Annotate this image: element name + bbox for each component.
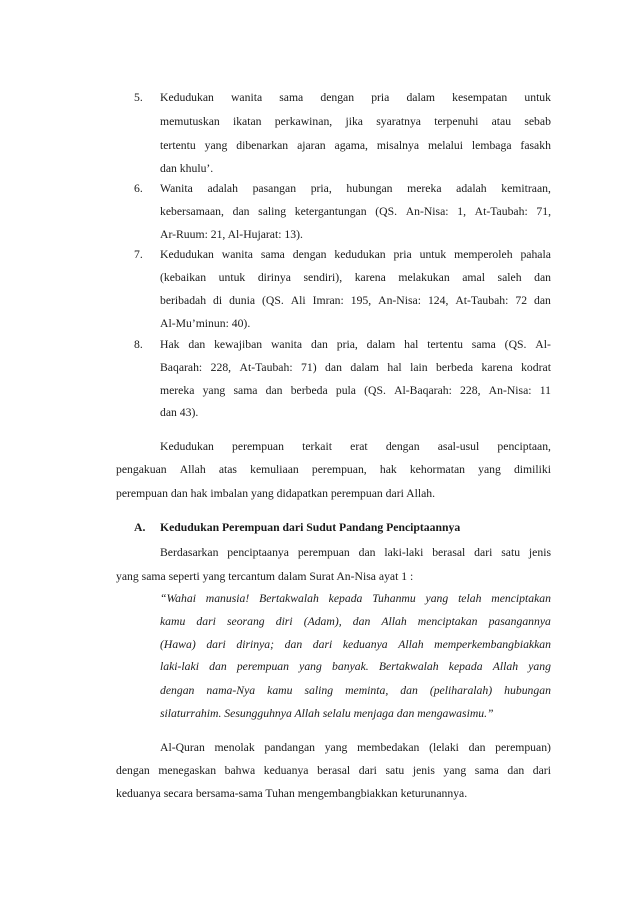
text-line bbox=[160, 294, 551, 308]
word: dalam bbox=[366, 338, 396, 351]
word: dan bbox=[534, 294, 551, 307]
text-line bbox=[160, 384, 551, 398]
word: syaratnya bbox=[376, 115, 421, 128]
word: keduanya bbox=[263, 764, 309, 777]
word: asal-usul bbox=[437, 440, 480, 453]
word: memperkembangbiakkan bbox=[434, 638, 551, 651]
word: kamu bbox=[160, 615, 186, 628]
word: misalnya bbox=[376, 139, 420, 152]
word: Allah bbox=[179, 463, 206, 476]
word: jenis bbox=[412, 764, 435, 777]
word: sama bbox=[260, 248, 285, 261]
word: pahala bbox=[520, 248, 551, 261]
quote-line bbox=[160, 660, 551, 674]
word: dari bbox=[206, 638, 226, 651]
word: dan bbox=[400, 684, 418, 697]
list-number: 6. bbox=[134, 182, 143, 195]
word: Imran: bbox=[312, 294, 344, 307]
word: perempuan bbox=[236, 660, 289, 673]
word: melakukan bbox=[398, 271, 450, 284]
word: sebab bbox=[524, 115, 551, 128]
word: satu bbox=[501, 546, 521, 559]
text-line bbox=[160, 205, 551, 219]
word: pengakuan bbox=[116, 463, 167, 476]
word: pria bbox=[393, 248, 412, 261]
word: hak bbox=[379, 463, 397, 476]
word: At-Taubah: bbox=[239, 361, 293, 374]
word: di bbox=[213, 294, 223, 307]
word: dan bbox=[209, 660, 227, 673]
word: dibenarkan bbox=[236, 139, 289, 152]
paragraph-line: perempuan dan hak imbalan yang didapatkan perempuan dari Allah. bbox=[116, 487, 436, 500]
word: yang bbox=[425, 592, 449, 605]
word: amal bbox=[462, 271, 485, 284]
word: dengan bbox=[160, 684, 195, 697]
word: saleh bbox=[497, 271, 522, 284]
word: Allah bbox=[398, 638, 424, 651]
text-line bbox=[160, 271, 551, 285]
word: telah bbox=[458, 592, 482, 605]
word: yang bbox=[204, 139, 228, 152]
word: ikatan bbox=[232, 115, 262, 128]
word: untuk bbox=[524, 91, 551, 104]
word: yang bbox=[202, 384, 226, 397]
word: dan bbox=[325, 361, 342, 374]
word: pria, bbox=[336, 338, 358, 351]
text-line bbox=[160, 115, 551, 129]
word: penciptaan, bbox=[497, 440, 551, 453]
text-line bbox=[160, 139, 551, 153]
word: pria bbox=[371, 91, 390, 104]
word: jenis bbox=[528, 546, 551, 559]
word: dengan bbox=[116, 764, 150, 777]
word: laki-laki bbox=[384, 546, 424, 559]
word: kesempatan bbox=[452, 91, 508, 104]
word: perempuan bbox=[297, 546, 350, 559]
word: Allah bbox=[381, 615, 407, 628]
word: dan bbox=[358, 546, 376, 559]
word: perkawinan, bbox=[274, 115, 333, 128]
word: menolak bbox=[214, 741, 255, 754]
paragraph-line bbox=[116, 463, 551, 477]
word: dari bbox=[196, 615, 216, 628]
text-line: Ar-Ruum: 21, Al-Hujarat: 13). bbox=[160, 228, 303, 241]
paragraph-line bbox=[160, 546, 551, 560]
word: karena bbox=[354, 271, 386, 284]
word: satu bbox=[385, 764, 405, 777]
word: dimiliki bbox=[513, 463, 551, 476]
word: dan bbox=[534, 271, 551, 284]
word: berbeda bbox=[290, 384, 328, 397]
word: Bertakwalah bbox=[259, 592, 319, 605]
word: Baqarah: bbox=[160, 361, 203, 374]
quote-line bbox=[160, 592, 551, 606]
word: (QS. bbox=[262, 294, 284, 307]
word: Al- bbox=[535, 338, 551, 351]
paragraph-line bbox=[160, 741, 551, 755]
word: perempuan, bbox=[311, 463, 367, 476]
word: kamu bbox=[267, 684, 293, 697]
text-line bbox=[160, 361, 551, 375]
word: (QS. bbox=[364, 384, 386, 397]
word: karena bbox=[481, 361, 513, 374]
word: 195, bbox=[350, 294, 372, 307]
word: yang bbox=[299, 660, 322, 673]
word: beribadah bbox=[160, 294, 207, 307]
word: Kedudukan bbox=[160, 440, 214, 453]
paragraph-line: keduanya secara bersama-sama Tuhan mengembangbiakkan keturunannya. bbox=[116, 787, 468, 800]
word: terpenuhi bbox=[434, 115, 479, 128]
list-number: 7. bbox=[134, 248, 143, 261]
word: sama bbox=[474, 764, 499, 777]
text-line bbox=[160, 182, 551, 196]
word: Berdasarkan bbox=[160, 546, 219, 559]
word: penciptaanya bbox=[227, 546, 289, 559]
word: sama bbox=[279, 91, 304, 104]
word: dengan bbox=[385, 440, 420, 453]
word: sama bbox=[471, 338, 496, 351]
word: wanita bbox=[230, 91, 263, 104]
word: perempuan) bbox=[495, 741, 551, 754]
word: kodrat bbox=[521, 361, 551, 374]
word: (lelaki bbox=[429, 741, 459, 754]
word: kebersamaan, bbox=[160, 205, 224, 218]
word: 228, bbox=[460, 384, 481, 397]
word: keduanya bbox=[342, 638, 388, 651]
word: dan bbox=[310, 338, 328, 351]
word: dalam bbox=[406, 91, 436, 104]
word: kehormatan bbox=[409, 463, 465, 476]
word: 71, bbox=[536, 205, 551, 218]
word: dari bbox=[532, 764, 551, 777]
word: saling bbox=[258, 205, 287, 218]
word: menciptakan bbox=[491, 592, 551, 605]
word: (QS. bbox=[504, 338, 527, 351]
word: dan bbox=[284, 638, 303, 651]
word: Hak bbox=[160, 338, 180, 351]
word: berasal bbox=[317, 764, 351, 777]
word: 228, bbox=[210, 361, 232, 374]
word: dan bbox=[188, 338, 206, 351]
word: berasal bbox=[432, 546, 466, 559]
text-line: dan 43). bbox=[160, 406, 199, 419]
word: berbeda bbox=[436, 361, 474, 374]
word: Allah bbox=[492, 660, 519, 673]
quote-line bbox=[160, 684, 551, 698]
word: saling bbox=[304, 684, 334, 697]
word: dan bbox=[507, 764, 525, 777]
word: (kebaikan bbox=[160, 271, 207, 284]
word: hubungan bbox=[504, 684, 551, 697]
word: mereka bbox=[160, 384, 195, 397]
word: kepada bbox=[448, 660, 483, 673]
word: An-Nisa: bbox=[405, 205, 449, 218]
word: ketergantungan bbox=[294, 205, 367, 218]
word: diri bbox=[275, 615, 293, 628]
word: pandangan bbox=[264, 741, 316, 754]
word: ajaran bbox=[297, 139, 326, 152]
word: pria, bbox=[310, 182, 332, 195]
word: hubungan bbox=[346, 182, 393, 195]
word: lain bbox=[410, 361, 428, 374]
word: untuk bbox=[218, 271, 246, 284]
word: 1, bbox=[457, 205, 466, 218]
word: seorang bbox=[226, 615, 265, 628]
word: wanita bbox=[270, 338, 303, 351]
word: dari bbox=[312, 638, 333, 651]
word: adalah bbox=[456, 182, 487, 195]
word: dunia bbox=[229, 294, 256, 307]
word: perempuan bbox=[232, 440, 284, 453]
word: (QS. bbox=[375, 205, 398, 218]
word: manusia! bbox=[205, 592, 250, 605]
word: adalah bbox=[207, 182, 238, 195]
word: dalam bbox=[350, 361, 379, 374]
word: yang bbox=[443, 764, 467, 777]
word: dan bbox=[265, 384, 283, 397]
word: dengan bbox=[292, 248, 327, 261]
word: kewajiban bbox=[214, 338, 263, 351]
word: sama bbox=[233, 384, 258, 397]
text-line: dan khulu’. bbox=[160, 162, 214, 175]
word: dan bbox=[232, 205, 250, 218]
word: 124, bbox=[427, 294, 449, 307]
paragraph-line: yang sama seperti yang tercantum dalam Surat An-Nisa ayat 1 : bbox=[116, 570, 414, 583]
word: tertentu bbox=[427, 338, 463, 351]
word: yang bbox=[478, 463, 501, 476]
quote-line: silaturrahim. Sesungguhnya Allah selalu menjaga dan mengawasimu.” bbox=[160, 707, 494, 720]
word: yang bbox=[528, 660, 551, 673]
word: At-Taubah: bbox=[474, 205, 528, 218]
word: kedudukan bbox=[334, 248, 386, 261]
quote-line bbox=[160, 638, 551, 652]
word: menciptakan bbox=[417, 615, 478, 628]
word: dirinya bbox=[257, 271, 291, 284]
word: (peliharalah) bbox=[429, 684, 493, 697]
word: pasangannya bbox=[488, 615, 551, 628]
section-heading: Kedudukan Perempuan dari Sudut Pandang Penciptaannya bbox=[160, 521, 461, 534]
word: An-Nisa: bbox=[488, 384, 532, 397]
word: Ali bbox=[290, 294, 306, 307]
word: sendiri), bbox=[303, 271, 343, 284]
list-number: 5. bbox=[134, 91, 143, 104]
word: hal bbox=[404, 338, 419, 351]
list-number: 8. bbox=[134, 338, 143, 351]
word: wanita bbox=[221, 248, 253, 261]
text-line: Al-Mu’minun: 40). bbox=[160, 317, 251, 330]
word: kemuliaan bbox=[250, 463, 299, 476]
word: An-Nisa: bbox=[378, 294, 421, 307]
paragraph-line bbox=[160, 440, 551, 454]
section-letter: A. bbox=[134, 521, 146, 534]
word: jika bbox=[345, 115, 363, 128]
text-line bbox=[160, 338, 551, 352]
word: Al-Baqarah: bbox=[394, 384, 452, 397]
word: At-Taubah: bbox=[455, 294, 509, 307]
word: hal bbox=[387, 361, 402, 374]
word: membedakan bbox=[357, 741, 420, 754]
word: untuk bbox=[419, 248, 447, 261]
word: dan bbox=[468, 741, 486, 754]
word: kepada bbox=[328, 592, 363, 605]
word: 71) bbox=[301, 361, 317, 374]
word: bahwa bbox=[224, 764, 256, 777]
word: dan bbox=[352, 615, 371, 628]
word: fasakh bbox=[520, 139, 551, 152]
word: pula bbox=[335, 384, 356, 397]
word: “Wahai bbox=[160, 592, 196, 605]
word: lembaga bbox=[471, 139, 512, 152]
word: kemitraan, bbox=[501, 182, 551, 195]
word: terkait bbox=[302, 440, 332, 453]
word: Bertakwalah bbox=[378, 660, 439, 673]
text-line bbox=[160, 91, 551, 105]
word: menegaskan bbox=[158, 764, 217, 777]
paragraph-line bbox=[116, 764, 551, 778]
word: meminta, bbox=[345, 684, 389, 697]
word: melalui bbox=[427, 139, 464, 152]
word: memperoleh bbox=[454, 248, 513, 261]
word: 72 bbox=[515, 294, 528, 307]
word: (Adam), bbox=[303, 615, 342, 628]
text-line bbox=[160, 248, 551, 262]
word: atau bbox=[491, 115, 512, 128]
word: pasangan bbox=[252, 182, 297, 195]
word: Al-Quran bbox=[160, 741, 205, 754]
word: dari bbox=[358, 764, 377, 777]
word: Kedudukan bbox=[160, 91, 214, 104]
word: dirinya; bbox=[236, 638, 275, 651]
word: tertentu bbox=[160, 139, 196, 152]
word: banyak. bbox=[332, 660, 369, 673]
word: (Hawa) bbox=[160, 638, 196, 651]
quote-line bbox=[160, 615, 551, 629]
word: laki-laki bbox=[160, 660, 199, 673]
word: memutuskan bbox=[160, 115, 220, 128]
word: Wanita bbox=[160, 182, 193, 195]
word: atas bbox=[218, 463, 237, 476]
word: 11 bbox=[539, 384, 551, 397]
word: Kedudukan bbox=[160, 248, 214, 261]
word: nama-Nya bbox=[206, 684, 256, 697]
word: dengan bbox=[320, 91, 355, 104]
word: agama, bbox=[334, 139, 368, 152]
word: yang bbox=[324, 741, 348, 754]
word: Tuhanmu bbox=[372, 592, 416, 605]
word: erat bbox=[350, 440, 368, 453]
word: dari bbox=[474, 546, 493, 559]
word: mereka bbox=[407, 182, 442, 195]
